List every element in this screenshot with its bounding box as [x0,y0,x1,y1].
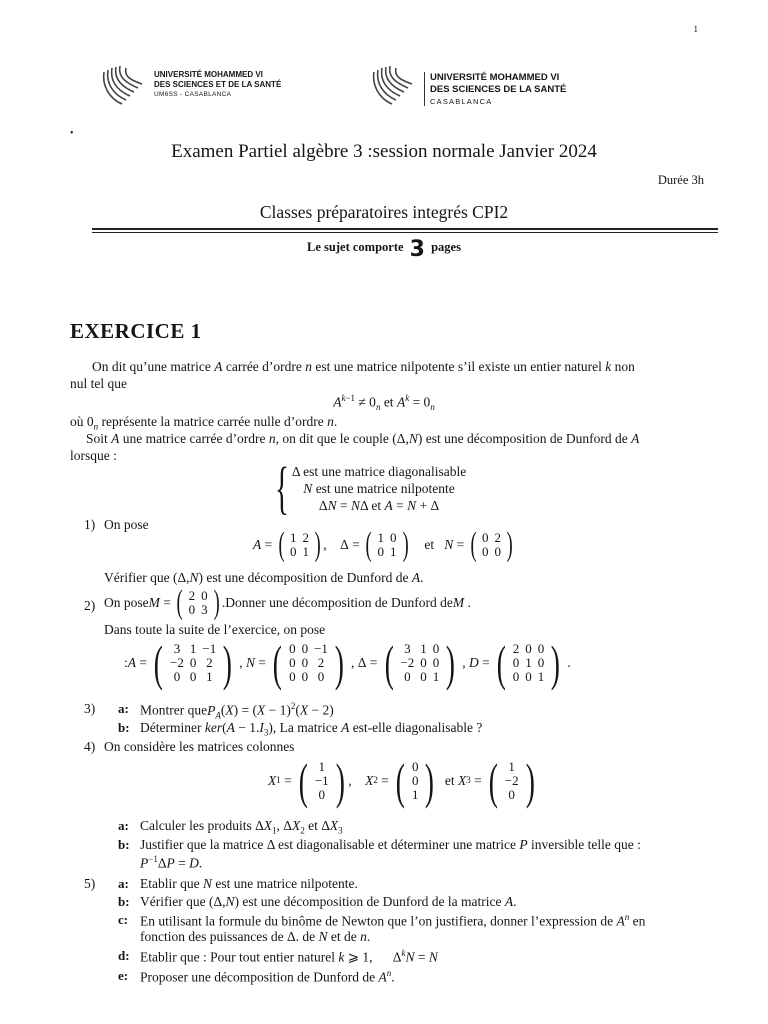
logo-right-line1: UNIVERSITÉ MOHAMMED VI [430,72,560,83]
university-logo-right [368,62,566,110]
logo-right-line2: DES SCIENCES DE LA SANTÉ [430,84,567,96]
q5d-label: d: [118,948,130,963]
q5d-text: Etablir que : Pour tout entier naturel k ⩾ 1, $\Delta^kN = N$ [140,948,438,965]
stray-mark: • [70,128,74,139]
q4a-text: Calculer les produits $\Delta X_1$, $\Delta X_2$ et $\Delta X_3$ [140,818,343,836]
q5a-text: Etablir que N est une matrice nilpotente. [140,876,358,891]
intro-line-4: Soit A une matrice carrée d’ordre n, on dit que le couple (Δ,N) est une décomposition de Dunford de A [86,431,640,446]
exam-duration: Durée 3h [657,173,704,187]
q4b-text: Justifier que la matrice Δ est diagonalisable et déterminer une matrice P inversible telle que : [140,837,641,852]
question-1-text: On pose [104,517,149,532]
q3b-label: b: [118,720,130,735]
q3b-text: Déterminer $ker(A - 1.I_3)$, La matrice A est-elle diagonalisable ? [140,720,483,738]
question-4-text: On considère les matrices colonnes [104,739,295,754]
university-emblem-icon [368,62,416,110]
intro-line-1: On dit qu’une matrice A carrée d’ordre n est une matrice nilpotente s’il existe un entier naturel k non [92,359,635,374]
main-matrices: : A = ( 3 1 −1 −2 0 2 0 0 1 ) , N = ( 0 0 −1 0 0 2 0 0 0 ) , Δ = ( 3 1 0 −2 0 0 0 0 1 ) , D = ( 2 0 0 0 1 0 0 0 1 ) . [124,635,571,691]
page-number: 1 [693,24,698,34]
q5b-text: Vérifier que (Δ,N) est une décomposition de Dunford de la matrice A. [140,894,517,909]
exercise-title: EXERCICE 1 [70,319,202,343]
pages-count-line [0,236,768,264]
q5c-text-cont: fonction des puissances de Δ. de N et de n. [140,929,371,944]
q4b-label: b: [118,837,130,852]
logo-right-line3: CASABLANCA [430,96,493,106]
exam-title: Examen Partiel algèbre 3 :session normale Janvier 2024 [171,141,597,162]
exam-subtitle: Classes préparatoires integrés CPI2 [259,202,509,222]
pages-count: 3 [409,237,425,262]
nilpotent-condition: $A^{k-1} \ne 0_n$ et $A^k = 0_n$ [333,393,435,413]
header-rule [92,228,718,230]
logo-left-line2: DES SCIENCES ET DE LA SANTÉ [154,80,282,90]
intro-line-5: lorsque : [70,448,117,463]
q1-matrices: A = ( 1 2 0 1 ) , Δ = ( 1 0 0 1 ) et N = ( 0 2 0 0 ) [253,526,513,563]
q5c-label: c: [118,912,129,927]
question-3-label: 3) [84,701,96,716]
column-vectors: X 1 = ( 1 −1 0 ) , X 2 = ( 0 0 1 ) et X 3 = ( 1 −2 0 ) [268,753,535,809]
question-2-setup: Dans toute la suite de l’exercice, on pose [104,622,326,637]
header-rule-thin [92,232,718,233]
intro-line-2: nul tel que [70,376,127,391]
question-1-label: 1) [84,517,96,532]
q3a-label: a: [118,701,129,716]
pages-prefix: Le sujet comporte [307,240,404,254]
q5c-text: En utilisant la formule du binôme de Newton que l’on justifiera, donner l’expression de $A^n$ en [140,912,646,929]
q5e-text: Proposer une décomposition de Dunford de $A^n$. [140,968,395,985]
university-logo-left [98,62,281,110]
question-4-label: 4) [84,739,96,754]
dunford-conditions: { Δ est une matrice diagonalisable N est une matrice nilpotente ΔN = NΔ et A = N + Δ [274,455,467,520]
q5b-label: b: [118,894,130,909]
question-1-verify: Vérifier que (Δ,N) est une décomposition de Dunford de A. [104,570,424,585]
pages-suffix: pages [431,240,461,254]
question-2-label: 2) [84,598,96,613]
question-5-label: 5) [84,876,96,891]
q3a-text: Montrer queP$_A$(X) = $(X - 1)^2(X - 2)$ [140,701,334,721]
q5e-label: e: [118,968,129,983]
logo-left-line1: UNIVERSITÉ MOHAMMED VI [154,70,263,79]
q5a-label: a: [118,876,129,891]
logo-left-line3: UM6SS - CASABLANCA [154,90,232,98]
q4b-formula: $P^{-1}\Delta P = D$. [140,854,203,871]
question-2-text: On pose M = ( 2 0 0 3 ) .Donner une décomposition de Dunford de M . [104,584,471,621]
intro-line-3: où $0_n$ représente la matrice carrée nulle d’ordre n. [70,414,338,432]
q4a-label: a: [118,818,129,833]
university-emblem-icon [98,62,146,110]
